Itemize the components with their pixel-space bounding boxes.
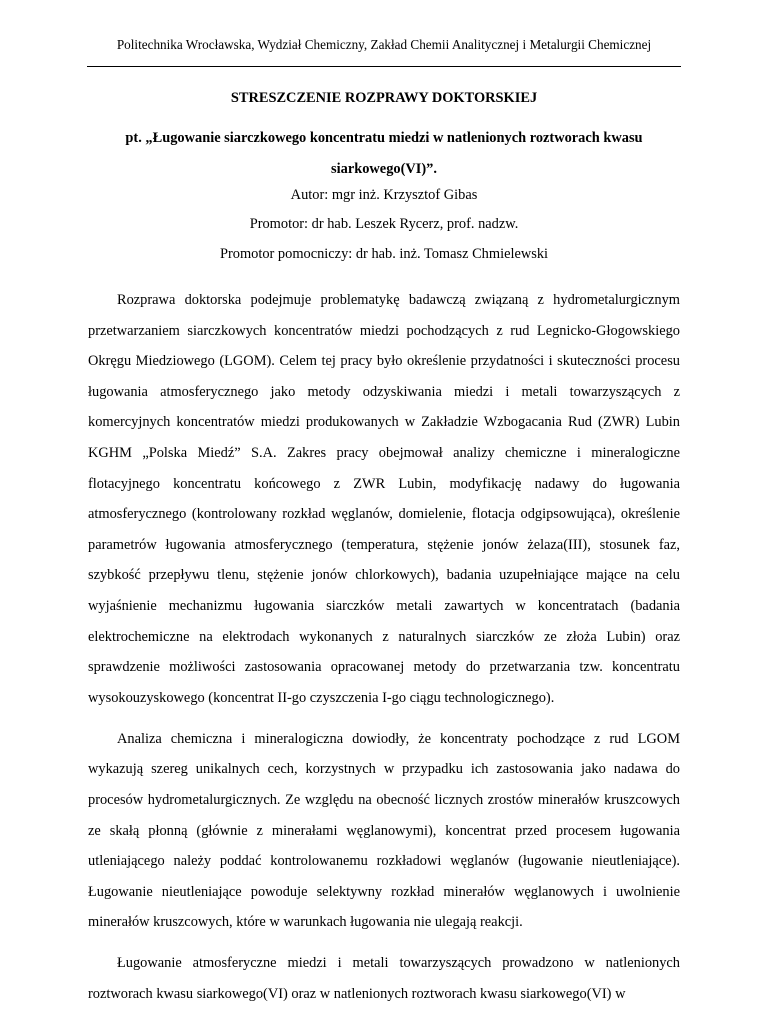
abstract-body [88, 285, 680, 1010]
paragraph-2: Analiza chemiczna i mineralogiczna dowiodły, że koncentraty pochodzące z rud LGOM wykazują szereg unikalnych cech, korzystnych w przypadku ich zastosowania jako nadawa do procesów hydrometalurgicznych. Ze względu na obecność licznych zrostów minerałów kruszcowych ze skałą płonną (głównie z minerałami węglanowymi), koncentrat przed procesem ługowania utleniającego należy poddać kontrolowanemu rozkładowi węglanów (ługowanie nieutleniające). Ługowanie nieutleniające powoduje selektywny rozkład minerałów węglanowych i uwolnienie minerałów kruszcowych, które w warunkach ługowania nie ulegają reakcji. [88, 730, 680, 931]
promotor-line: Promotor: dr hab. Leszek Rycerz, prof. nadzw. [249, 216, 519, 233]
author-line: Autor: mgr inż. Krzysztof Gibas [290, 187, 478, 203]
header-institution: Politechnika Wrocławska, Wydział Chemiczny, Zakład Chemii Analitycznej i Metalurgii Chemicznej [116, 37, 652, 52]
header-divider [87, 66, 681, 67]
page-header [0, 37, 768, 53]
document-subtitle: pt. „Ługowanie siarczkowego koncentratu miedzi w natlenionych roztworach kwasu siarkowego(VI)”. [125, 130, 643, 177]
document-title: STRESZCZENIE ROZPRAWY DOKTORSKIEJ [230, 90, 538, 106]
credits-block [0, 181, 768, 269]
assistant-promotor-line: Promotor pomocniczy: dr hab. inż. Tomasz Chmielewski [219, 245, 549, 262]
paragraph-1: Rozprawa doktorska podejmuje problematykę badawczą związaną z hydrometalurgicznym przetwarzaniem siarczkowych koncentratów miedzi pochodzących z rud Legnicko-Głogowskiego Okręgu Miedziowego (LGOM). Celem tej pracy było określenie przydatności i skuteczności procesu ługowania atmosferycznego jako metody odzyskiwania miedzi i metali towarzyszących z komercyjnych koncentratów miedzi produkowanych w Zakładzie Wzbogacania Rud (ZWR) Lubin KGHM „Polska Miedź” S.A. Zakres pracy obejmował analizy chemiczne i mineralogiczne flotacyjnego koncentratu końcowego z ZWR Lubin, modyfikację nadawy do ługowania atmosferycznego (kontrolowany rozkład węglanów, domielenie, flotacja odgipsowująca), określenie parametrów ługowania atmosferycznego (temperatura, stężenie jonów żelaza(III), stosunek faz, szybkość przepływu tlenu, stężenie jonów chlorkowych), badania uzupełniające mające na celu wyjaśnienie mechanizmu ługowania siarczków metali zawartych w koncentratach (badania elektrochemiczne na elektrodach wykonanych z naturalnych siarczków ze złoża Lubin) oraz sprawdzenie możliwości zastosowania opracowanej metody do przetwarzania tzw. koncentratu wysokouzyskowego (koncentrat II-go czyszczenia I-go ciągu technologicznego). [88, 292, 680, 706]
paragraph-3: Ługowanie atmosferyczne miedzi i metali towarzyszących prowadzono w natlenionych roztworach kwasu siarkowego(VI) oraz w natlenionych roztworach kwasu siarkowego(VI) w [88, 955, 680, 1003]
